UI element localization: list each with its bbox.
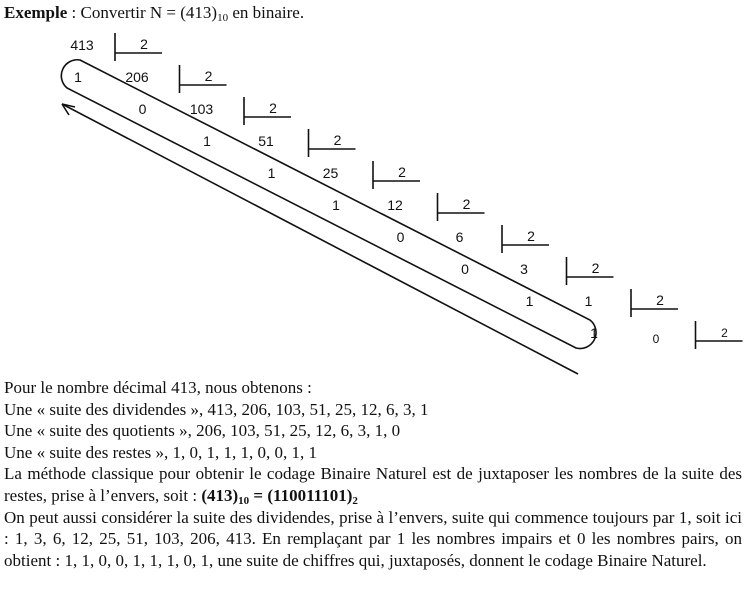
dividend: 1: [584, 293, 593, 309]
explanation-text: [4, 377, 742, 571]
remainder: 1: [203, 133, 211, 149]
dividend: 3: [520, 261, 528, 277]
quotients-line: Une « suite des quotients », 206, 103, 51, 25, 12, 6, 3, 1, 0: [4, 421, 401, 441]
remainder: 1: [267, 165, 276, 181]
divisor: 2: [140, 36, 148, 52]
divisor: 2: [527, 228, 535, 244]
dividends-line: Une « suite des dividendes », 413, 206, 103, 51, 25, 12, 6, 3, 1: [4, 399, 429, 419]
example-base: 10: [217, 12, 229, 24]
dividend: 206: [125, 69, 149, 85]
remainder: 1: [525, 293, 534, 309]
remainder: 0: [138, 101, 147, 117]
remainder: 1: [74, 69, 82, 85]
divisor: 2: [269, 100, 277, 116]
divisor: 2: [333, 132, 342, 148]
intro-line: Pour le nombre décimal 413, nous obtenons :: [4, 378, 312, 397]
alternative-paragraph: On peut aussi considérer la suite des dividendes, prise à l’envers, suite qui commence toujours par 1, soit ici : 1, 3, 6, 12, 25, 51, 103, 206, 413. En remplaçant par 1 les nombres impairs et 0 les nombres pairs, on obtient : 1, 1, 0, 0, 1, 1, 1, 0, 1, une suite de chiffres qui, juxtaposés, donnent le codage Binaire Naturel.: [4, 507, 742, 570]
division-diagram: [0, 30, 750, 375]
divisor: 2: [591, 260, 600, 276]
method-paragraph: [4, 463, 742, 506]
example-label: Exemple: [4, 3, 68, 22]
remainder: 1: [332, 197, 340, 213]
divisor: 2: [656, 292, 664, 308]
result-formula: $(413)_{10} = (110011101)_2$: [201, 485, 358, 507]
dividend: 12: [387, 197, 403, 213]
divisor: 2: [721, 326, 728, 340]
reading-direction-arrow: [62, 104, 578, 374]
dividend: 25: [322, 165, 339, 181]
method-text: La méthode classique pour obtenir le codage Binaire Naturel est de juxtaposer les nombres de la suite des restes, prise à l’envers, soit :: [4, 464, 742, 505]
dividend: 413: [70, 37, 94, 53]
divisor: 2: [462, 196, 471, 212]
dividend: 51: [258, 133, 274, 149]
example-text: : Convertir N = (413): [67, 3, 218, 22]
remainder: 1: [590, 325, 598, 341]
dividend: 103: [189, 101, 214, 117]
remainder: 0: [396, 229, 405, 245]
dividend: 6: [455, 229, 464, 245]
example-text-end: en binaire.: [228, 3, 305, 22]
divisor: 2: [398, 164, 406, 180]
remainders-line: Une « suite des restes », 1, 0, 1, 1, 1, 0, 0, 1, 1: [4, 442, 318, 462]
final-quotient: 0: [652, 332, 660, 346]
example-heading: [4, 2, 304, 24]
divisor: 2: [204, 68, 213, 84]
remainder: 0: [461, 261, 469, 277]
